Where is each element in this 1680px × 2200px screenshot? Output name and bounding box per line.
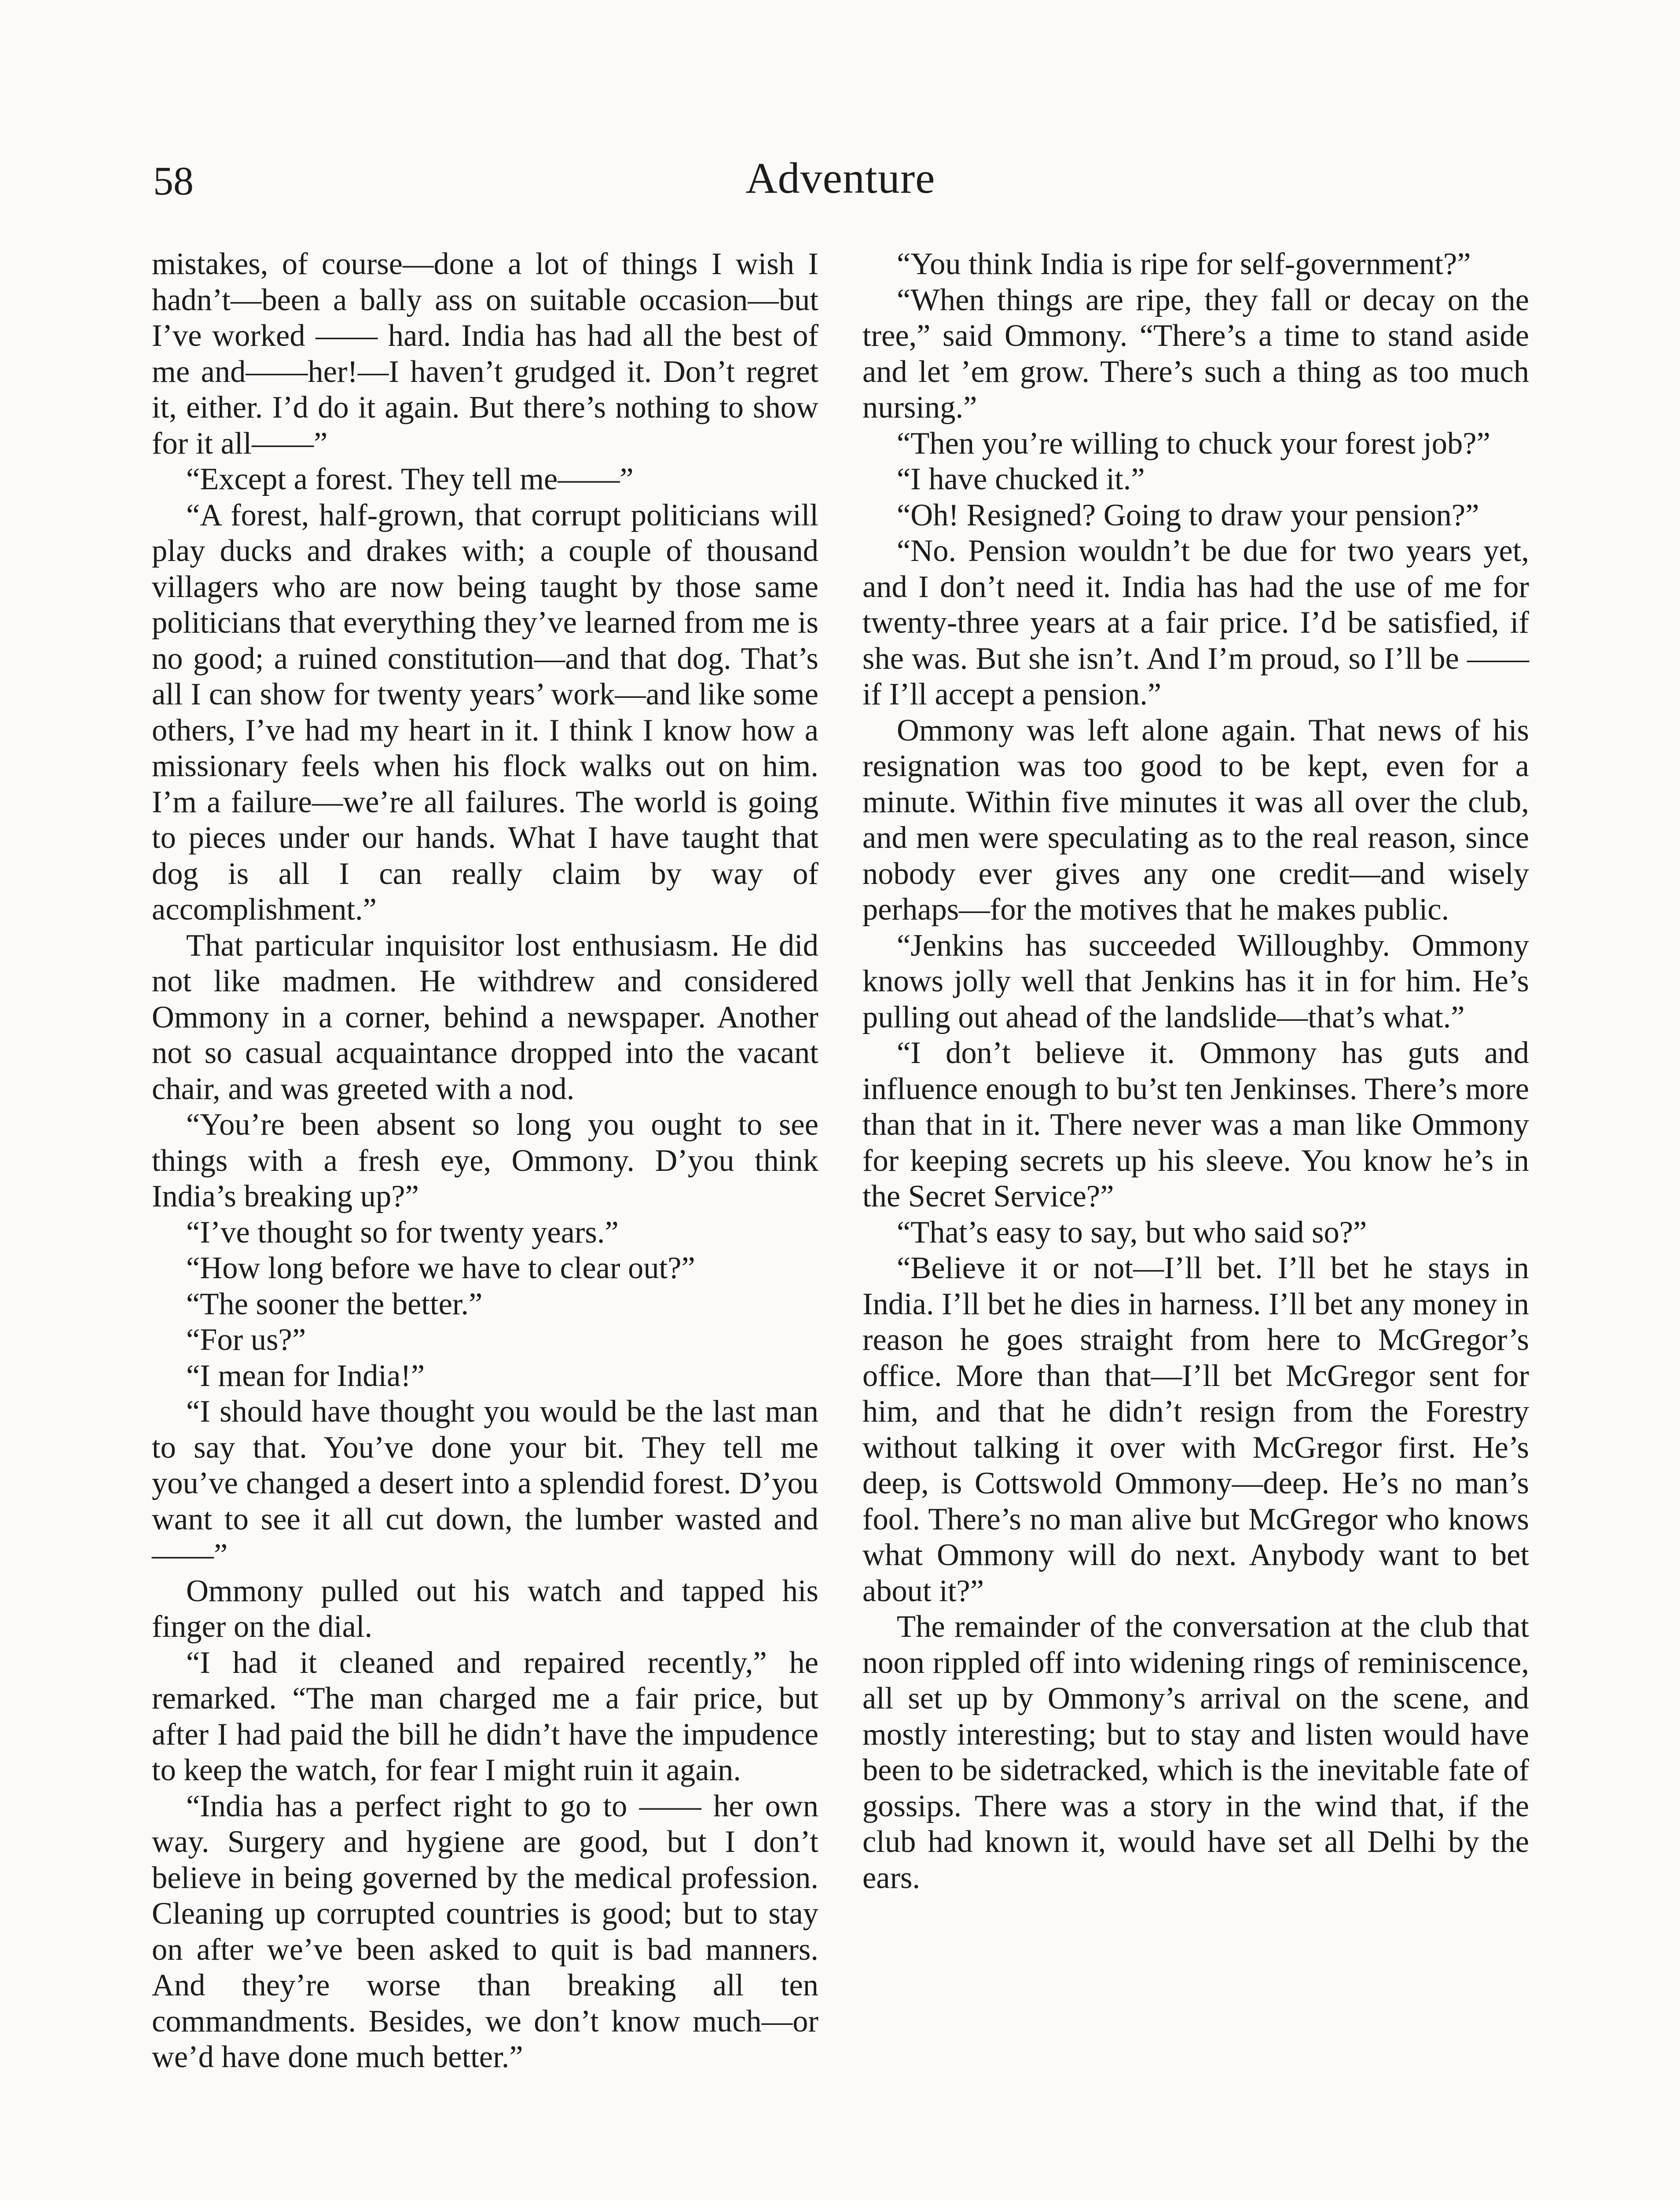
paragraph: “I had it cleaned and repaired recently,” he remarked. “The man charged me a fair price, but after I had paid the bill he didn’t have the impudence to keep the watch, for fear I might ruin it again. [152,1645,818,1787]
page-header [150,152,1531,218]
paragraph: “When things are ripe, they fall or decay on the tree,” said Ommony. “There’s a time to stand aside and let ’em grow. There’s such a thing as too much nursing.” [862,282,1529,425]
page-number: 58 [153,158,194,203]
paragraph: “The sooner the better.” [186,1287,483,1321]
paragraph: “I should have thought you would be the last man to say that. You’ve done your bit. They tell me you’ve changed a desert into a splendid forest. D’you want to see it all cut down, the lumber wasted and——” [152,1394,818,1572]
paragraph: “Then you’re willing to chuck your forest job?” [897,426,1490,461]
paragraph: “How long before we have to clear out?” [186,1251,695,1285]
paragraph: “Jenkins has succeeded Willoughby. Ommony knows jolly well that Jenkins has it in for him. He’s pulling out ahead of the landslide—that’s what.” [862,928,1529,1034]
paragraph: “That’s easy to say, but who said so?” [897,1215,1367,1250]
paragraph: Ommony pulled out his watch and tapped his finger on the dial. [152,1573,818,1644]
paragraph: “I don’t believe it. Ommony has guts and influence enough to bu’st ten Jenkinses. There’s more than that in it. There never was a man like Ommony for keeping secrets up his sleeve. You know he’s in the Secret Service?” [862,1036,1529,1214]
paragraph: “India has a perfect right to go to —— her own way. Surgery and hygiene are good, but I don’t believe in being governed by the medical profession. Cleaning up corrupted countries is good; but to stay on after we’ve been asked to quit is bad manners. And they’re worse than breaking all ten commandments. Besides, we don’t know much—or we’d have done much better.” [152,1789,818,2074]
paragraph: The remainder of the conversation at the club that noon rippled off into widening rings of reminiscence, all set up by Ommony’s arrival on the scene, and mostly interesting; but to stay and listen would have been to be sidetracked, which is the inevitable fate of gossips. There was a story in the wind that, if the club had known it, would have set all Delhi by the ears. [862,1610,1529,1895]
paragraph: “I have chucked it.” [897,462,1145,496]
paragraph: “For us?” [186,1323,306,1357]
left-column [152,246,818,2075]
paragraph: That particular inquisitor lost enthusiasm. He did not like madmen. He withdrew and considered Ommony in a corner, behind a newspaper. Another not so casual acquaintance dropped into the vacant chair, and was greeted with a nod. [152,928,818,1106]
paragraph: “No. Pension wouldn’t be due for two years yet, and I don’t need it. India has had the use of me for twenty-three years at a fair price. I’d be satisfied, if she was. But she isn’t. And I’m proud, so I’ll be —— if I’ll accept a pension.” [862,534,1529,711]
paragraph: “Oh! Resigned? Going to draw your pension?” [897,498,1479,532]
paragraph: “Believe it or not—I’ll bet. I’ll bet he stays in India. I’ll bet he dies in harness. I’ll bet any money in reason he goes straight from here to McGregor’s office. More than that—I’ll bet McGregor sent for him, and that he didn’t resign from the Forestry without talking it over with McGregor first. He’s deep, is Cottswold Ommony—deep. He’s no man’s fool. There’s no man alive but McGregor who knows what Ommony will do next. Anybody want to bet about it?” [862,1251,1529,1608]
running-title: Adventure [745,154,935,202]
paragraph: “Except a forest. They tell me——” [186,462,634,496]
paragraph: “A forest, half-grown, that corrupt politicians will play ducks and drakes with; a couple of thousand villagers who are now being taught by those same politicians that everything they’ve learned from me is no good; a ruined constitution—and that dog. That’s all I can show for twenty years’ work—and like some others, I’ve had my heart in it. I think I know how a missionary feels when his flock walks out on him. I’m a failure—we’re all failures. The world is going to pieces under our hands. What I have taught that dog is all I can really claim by way of accomplishment.” [152,498,818,927]
paragraph: “You’re been absent so long you ought to see things with a fresh eye, Ommony. D’you think India’s breaking up?” [152,1107,818,1214]
paragraph: “I mean for India!” [186,1358,425,1393]
paragraph: mistakes, of course—done a lot of things I wish I hadn’t—been a bally ass on suitable occasion—but I’ve worked —— hard. India has had all the best of me and——her!—I haven’t grudged it. Don’t regret it, either. I’d do it again. But there’s nothing to show for it all——” [152,247,818,461]
paragraph: “I’ve thought so for twenty years.” [186,1215,619,1250]
right-column [862,246,1529,1896]
paragraph: Ommony was left alone again. That news of his resignation was too good to be kept, even for a minute. Within five minutes it was all over the club, and men were speculating as to the real reason, since nobody ever gives any one credit—and wisely perhaps—for the motives that he makes public. [862,713,1529,927]
paragraph: “You think India is ripe for self-government?” [897,247,1471,281]
